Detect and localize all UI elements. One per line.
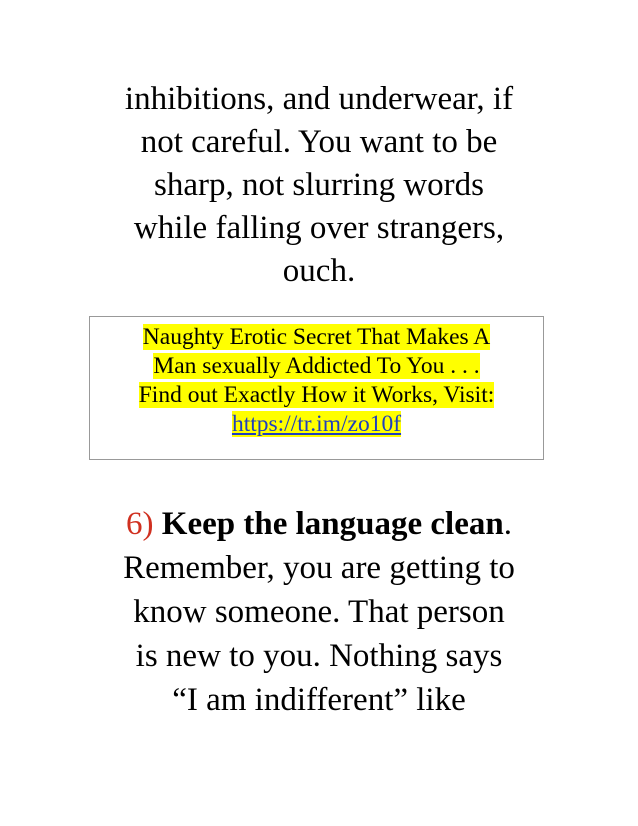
- body-paragraph-section: [80, 502, 558, 722]
- promo-line: [90, 381, 543, 410]
- promo-text: Man sexually Addicted To You . . .: [153, 353, 480, 379]
- text-line: know someone. That person: [133, 594, 505, 630]
- promo-link[interactable]: https://tr.im/zo10f: [231, 411, 402, 437]
- promo-line: [90, 410, 543, 439]
- section-number: 6): [126, 506, 154, 542]
- section-heading-period: .: [503, 506, 512, 542]
- body-paragraph-top: [80, 78, 558, 293]
- text-line: “I am indifferent” like: [172, 682, 466, 718]
- promo-line: [90, 352, 543, 381]
- text-line: sharp, not slurring words: [154, 167, 484, 203]
- text-line: ouch.: [282, 253, 356, 289]
- section-heading: Keep the language clean: [161, 506, 504, 542]
- promo-text: Naughty Erotic Secret That Makes A: [142, 324, 491, 350]
- section-heading-line: [80, 502, 558, 546]
- text-line: while falling over strangers,: [133, 210, 505, 246]
- promo-box: [89, 316, 544, 460]
- promo-line: [90, 323, 543, 352]
- promo-text: Find out Exactly How it Works, Visit:: [138, 382, 495, 408]
- text-line: inhibitions, and underwear, if: [124, 81, 514, 117]
- text-line: is new to you. Nothing says: [135, 638, 503, 674]
- text-line: not careful. You want to be: [140, 124, 498, 160]
- text-line: Remember, you are getting to: [123, 550, 515, 586]
